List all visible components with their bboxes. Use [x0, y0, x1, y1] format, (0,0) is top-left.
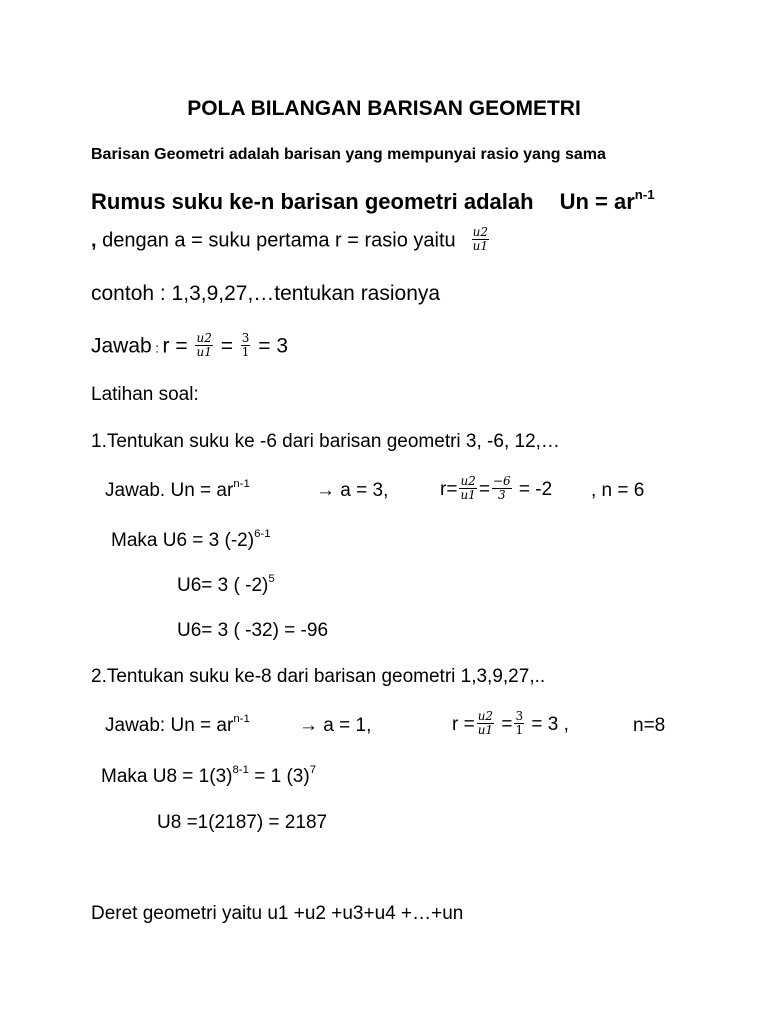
- q1-u2-over-u1-fraction: $\frac{u2}{u1}$: [460, 474, 476, 502]
- formula-line: [91, 187, 655, 214]
- q2-step-2: U8 =1(2187) = 2187: [157, 812, 328, 833]
- question-1: 1.Tentukan suku ke -6 dari barisan geometri 3, -6, 12,…: [91, 431, 560, 452]
- q2-step-1: Maka $U8 = 1(3)^{8-1} = 1$ $(3)^7$: [101, 764, 317, 787]
- q2-a-value: → a = 1,: [299, 715, 372, 736]
- dengan-comma: ,: [91, 229, 97, 252]
- definition-text: Barisan Geometri adalah barisan yang mempunyai rasio yang sama: [91, 146, 606, 163]
- formula-exponent: n-1: [634, 187, 655, 203]
- dengan-text: dengan a = suku pertama r = rasio yaitu: [96, 229, 456, 252]
- three-over-one-fraction: $\frac{3}{1}$: [241, 331, 250, 359]
- q1-jawab: Jawab. $Un = ar^{n-1}$: [105, 478, 250, 501]
- contoh-line: contoh : 1,3,9,27,…tentukan rasionya: [91, 282, 441, 305]
- q2-three-over-one-fraction: $\frac{3}{1}$: [515, 709, 524, 737]
- q1-jawab-line: [0, 474, 768, 511]
- q1-r-value: r= $\frac{u2}{u1}$ = $\frac{-6}{3}$ = -2: [440, 474, 553, 502]
- ratio-fraction: $\frac{u2}{u1}$: [472, 225, 489, 253]
- q2-r-value: r = $\frac{u2}{u1}$ = $\frac{3}{1}$ = 3 ,: [452, 709, 569, 737]
- page-title: POLA BILANGAN BARISAN GEOMETRI: [187, 97, 581, 120]
- formula-text: Rumus suku ke-n barisan geometri adalah: [91, 189, 534, 214]
- q1-step-1: Maka U6 = 3 $(-2)^{6-1}$: [111, 528, 271, 551]
- q2-n-value: n=8: [633, 715, 666, 736]
- q1-n-value: , n = 6: [591, 480, 645, 501]
- jawab-intro-line: Jawab : r = $\frac{u2}{u1}$ = $\frac{3}{1}$ = 3: [91, 331, 289, 359]
- q1-step-3: U6= 3 ( -32) = -96: [177, 620, 329, 641]
- formula-expr: Un = ar: [559, 189, 635, 214]
- jawab-word: Jawab: [91, 334, 152, 358]
- q1-minus6-over-3-fraction: $\frac{-6}{3}$: [492, 474, 511, 502]
- q1-step-2: U6= 3 ( -2)$^5$: [177, 573, 275, 596]
- latihan-heading: Latihan soal:: [91, 384, 199, 405]
- q2-jawab-line: [0, 709, 768, 746]
- deret-line: Deret geometri yaitu u1 +u2 +u3+u4 +…+un: [91, 903, 464, 924]
- q2-u2-over-u1-fraction: $\frac{u2}{u1}$: [477, 709, 494, 737]
- q1-a-value: → a = 3,: [316, 480, 389, 501]
- dengan-line: [91, 225, 491, 254]
- q2-jawab: Jawab: $Un = ar^{n-1}$: [105, 713, 250, 736]
- question-2: 2.Tentukan suku ke-8 dari barisan geometri 1,3,9,27,..: [91, 666, 546, 687]
- u2-over-u1-fraction: $\frac{u2}{u1}$: [196, 331, 212, 359]
